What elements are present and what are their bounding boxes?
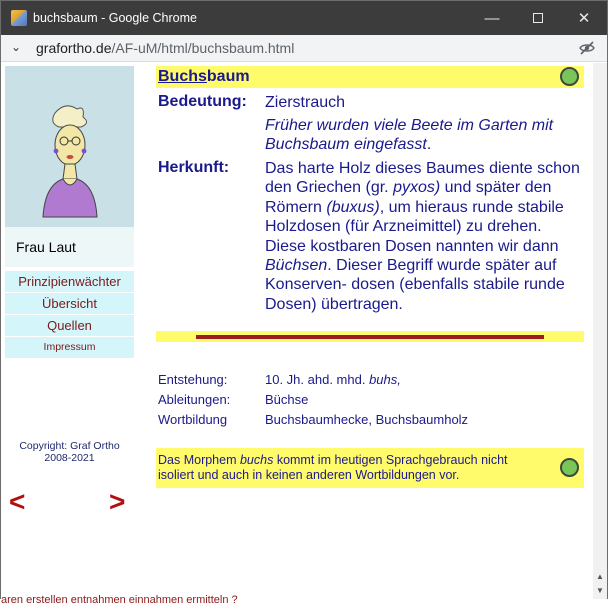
note-audio-dot-button[interactable] — [560, 458, 579, 477]
address-bar[interactable] — [1, 35, 607, 62]
portrait-image — [5, 66, 134, 227]
scroll-up-arrow-icon[interactable]: ▲ — [596, 572, 604, 581]
person-name: Frau Laut — [5, 227, 134, 267]
word-morpheme: Buchs — [158, 68, 207, 85]
herkunft-label: Herkunft: — [158, 159, 230, 176]
copyright-line-1: Copyright: Graf Ortho — [19, 440, 120, 452]
title-bar[interactable] — [1, 1, 607, 35]
note-post: kommt im heutigen Sprachgebrauch nicht isoliert und auch in keinen anderen Wortbildungen vor. — [158, 453, 508, 482]
background-text-fragment: aren erstellen entnahmen einnahmen ermitteln ? — [1, 594, 238, 606]
audio-dot-button[interactable] — [560, 67, 579, 86]
bedeutung-example-text: Früher wurden viele Beete im Garten mit Buchsbaum eingefasst — [265, 117, 554, 154]
close-button[interactable]: ✕ — [577, 10, 591, 27]
note-morpheme: buchs — [239, 453, 274, 467]
url-host: grafortho.de — [36, 40, 112, 56]
bedeutung-label: Bedeutung: — [158, 93, 247, 110]
frau-laut-illustration — [35, 101, 105, 219]
vertical-scrollbar[interactable] — [593, 63, 607, 599]
copyright-line-2: 2008-2021 — [44, 452, 95, 464]
bedeutung-example: Früher wurden viele Beete im Garten mit Buchsbaum eingefasst. — [265, 117, 554, 154]
ableitungen-label: Ableitungen: — [158, 392, 231, 407]
entstehung-value — [265, 372, 401, 387]
minimize-button[interactable]: — — [484, 9, 500, 27]
nav-prinzipienwaechter[interactable]: Prinzipienwächter — [5, 271, 134, 292]
copyright-notice — [5, 440, 134, 464]
entry-main — [156, 66, 584, 482]
maximize-icon — [533, 13, 543, 23]
entstehung-italic: buhs, — [369, 372, 401, 387]
chevron-down-icon[interactable]: ⌄ — [11, 40, 22, 54]
url-path: /AF-uM/html/buchsbaum.html — [111, 40, 295, 56]
section-divider — [156, 331, 584, 342]
window-title: buchsbaum - Google Chrome — [33, 11, 197, 25]
app-icon — [11, 10, 27, 26]
page-content — [1, 63, 593, 606]
entstehung-label: Entstehung: — [158, 372, 228, 387]
eye-off-icon[interactable] — [579, 40, 595, 56]
nav-uebersicht[interactable]: Übersicht — [5, 293, 134, 314]
maximize-button[interactable] — [515, 1, 561, 35]
ableitungen-value: Büchse — [265, 392, 309, 407]
entstehung-text: 10. Jh. ahd. mhd. — [265, 372, 370, 387]
nav-impressum[interactable]: Impressum — [5, 337, 134, 358]
herkunft-part: und später den Römern — [265, 179, 552, 216]
herkunft-italic: (buxus) — [326, 198, 380, 216]
nav-quellen[interactable]: Quellen — [5, 315, 134, 336]
herkunft-text — [265, 159, 585, 314]
sidebar — [5, 66, 134, 358]
prev-arrow-button[interactable]: < — [9, 486, 26, 517]
bedeutung-value: Zierstrauch — [265, 94, 346, 111]
divider-line — [196, 335, 544, 339]
word-header — [156, 66, 584, 88]
herkunft-part: Das harte Holz dieses Baumes diente schon den Griechen (gr. — [265, 160, 580, 197]
scroll-down-arrow-icon[interactable]: ▼ — [596, 586, 604, 595]
morpheme-note — [156, 448, 584, 488]
herkunft-italic: pyxos) — [393, 179, 441, 197]
wortbildung-label: Wortbildung — [158, 412, 228, 427]
herkunft-part: , um hieraus runde stabile Holzdosen (für Arzneimittel) zu drehen. Diese kostbaren Dosen nannten wir dann — [265, 198, 564, 255]
note-text — [158, 453, 538, 483]
herkunft-italic: Büchsen — [265, 257, 328, 275]
url-field[interactable] — [36, 40, 294, 56]
wortbildung-value: Buchsbaumhecke, Buchsbaumholz — [265, 412, 469, 427]
herkunft-part: . Dieser Begriff wurde später auf Konserven- dosen (ebenfalls stabile runde Dosen) übertragen. — [265, 257, 565, 313]
next-arrow-button[interactable]: > — [109, 486, 126, 517]
note-pre: Das Morphem — [158, 453, 240, 467]
word-rest: baum — [206, 68, 250, 85]
entry-word — [158, 68, 250, 86]
